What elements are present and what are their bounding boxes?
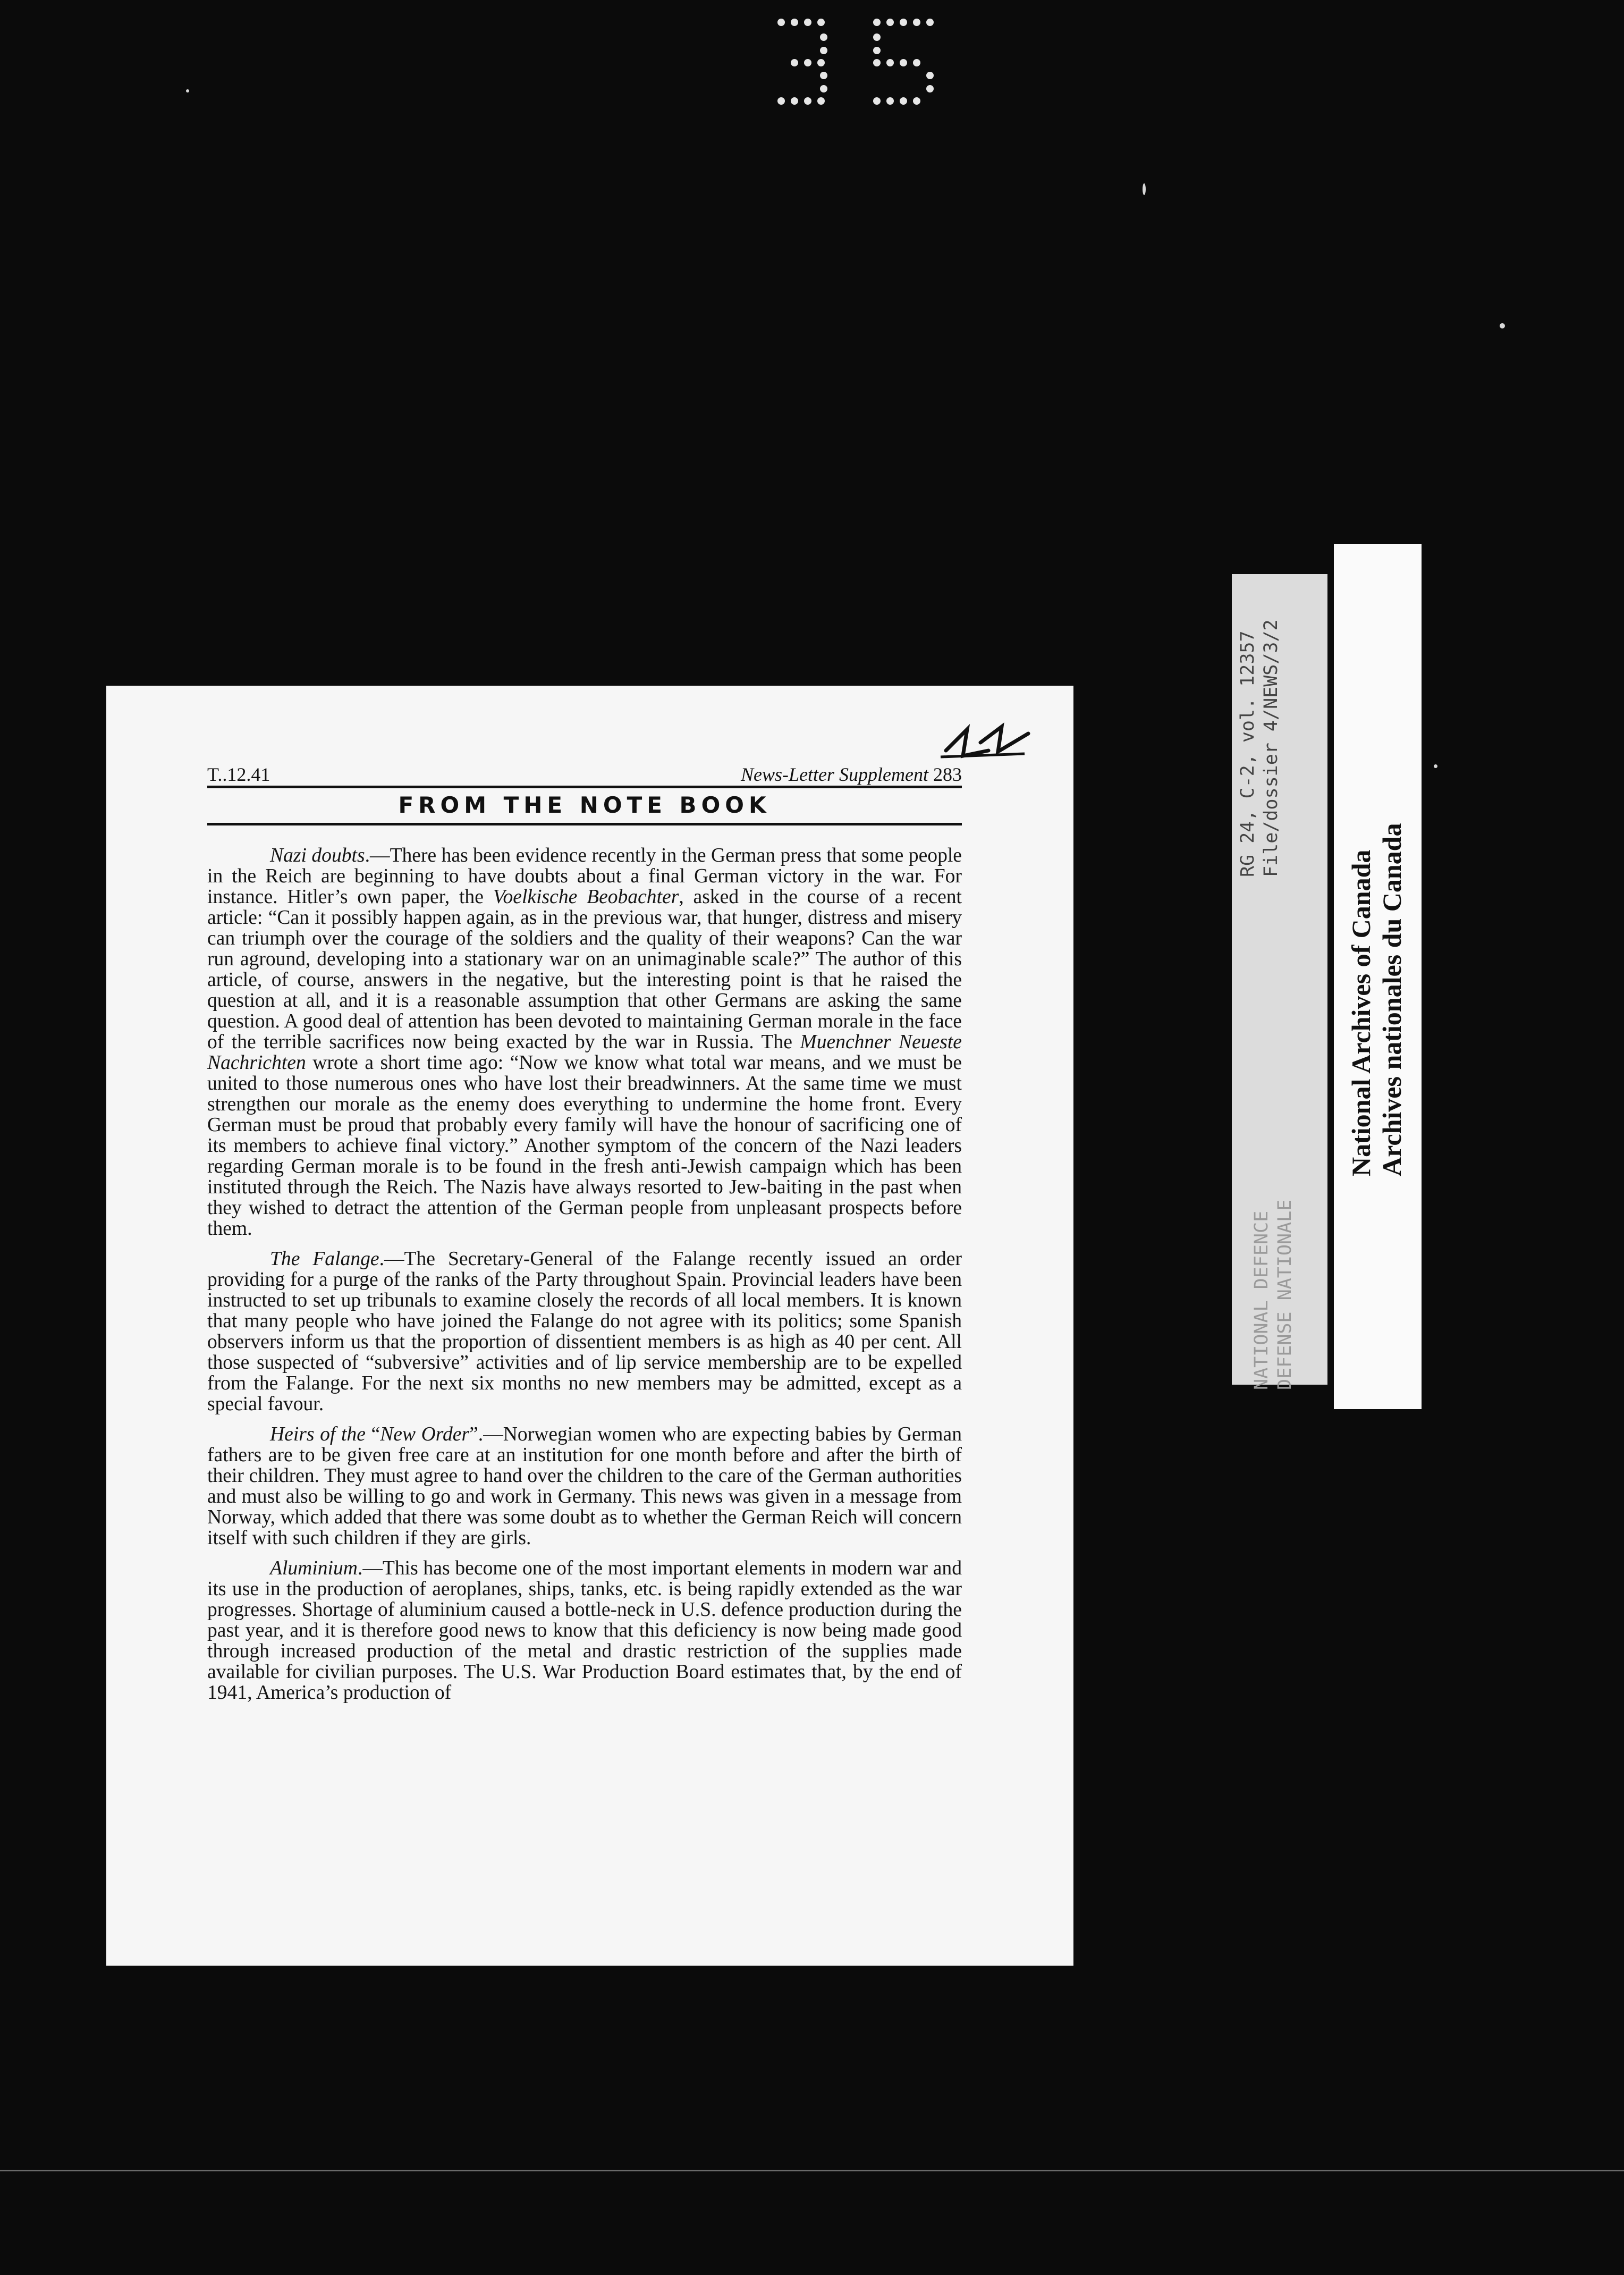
reference-line: RG 24, C-2, vol. 12357: [1237, 630, 1258, 877]
paragraph-text: “: [371, 1423, 380, 1445]
article-paragraph: [207, 1558, 962, 1703]
archive-label: [1346, 645, 1420, 1176]
paragraph-text: .—The Secretary-General of the Falange recently issued an order providing for a purge of the ranks of the Party throughout Spain. Provincial leaders have been instructed to set up tribunals to examine closely the records of all local members. It is known that many people who have joined the Falange do not agree with its politics; some Spanish observers inform us that the proportion of dissentient members is as high as 40 per cent. All those suspected of “subversive” activities and of lip service membership are to be expelled from the Falange. For the next six months no new members may be admitted, except as a special favour.: [207, 1248, 962, 1415]
film-speck: [1434, 764, 1437, 768]
header-publication: [741, 763, 962, 786]
italic-text: The Falange: [270, 1248, 379, 1270]
italic-text: Heirs of the: [270, 1423, 371, 1445]
paragraph-text: .—There has been evidence recently in the German press that some people in the Reich are beginning to have doubts about a final German victory in the war. For instance. Hitler’s own paper, the: [207, 845, 962, 908]
film-speck: [186, 89, 189, 92]
header-date: T..12.41: [207, 764, 270, 785]
archive-label-english: National Archives of Canada: [1346, 849, 1376, 1176]
paragraph-text: wrote a short time ago: “Now we know what total war means, and we must be united to those numerous ones who have lost their breadwinners. At the same time we must strengthen our morale as the enemy does everything to undermine the home front. Every German must be proud that probably every family will have the honour of sacrificing one of its members to achieve final victory.” Another symptom of the concern of the Nazi leaders regarding German morale is to be found in the fresh anti-Jewish campaign which has been instituted through the Reich. The Nazis have always resorted to Jew-baiting in the past when they wished to detract the attention of the German people from unpleasant prospects before them.: [207, 1052, 962, 1240]
page-header: [207, 759, 962, 786]
film-speck: [1500, 323, 1505, 328]
department-line: NATIONAL DEFENCE: [1251, 1210, 1272, 1390]
frame-number-icon: [771, 16, 941, 106]
article-paragraph: [207, 845, 962, 1239]
archive-label-strip: [1334, 544, 1422, 1409]
department-stamp: [1250, 858, 1303, 1390]
article-body: [207, 845, 962, 1713]
paragraph-text: , asked in the course of a recent article: “Can it possibly happen again, as in the previous war, that hunger, distress and misery can triumph over the courage of the soldiers and the quality of their weapons? Can the war run aground, developing into a stationary war on an unimaginable scale?” The author of this article, of course, answers in the negative, but the interesting point is that he raised the question at all, and it is a reasonable assumption that other Germans are asking the same question. A good deal of attention has been devoted to maintaining German morale in the face of the terrible sacrifices now being exacted by the war in Russia. The: [207, 886, 962, 1053]
archive-reference-strip: [1232, 574, 1327, 1390]
article-paragraph: [207, 1424, 962, 1548]
archive-label-french: Archives nationales du Canada: [1377, 823, 1407, 1176]
document-page: [106, 686, 1073, 1966]
italic-text: Nazi doubts: [270, 845, 365, 866]
italic-text: Aluminium: [270, 1557, 358, 1579]
archive-reference: [1236, 229, 1310, 877]
italic-text: Muenchner Neueste Nachrichten: [207, 1031, 962, 1074]
article-paragraph: [207, 1249, 962, 1414]
film-speck: [1143, 183, 1146, 195]
reference-line: File/dossier 4/NEWS/3/2: [1261, 619, 1282, 877]
department-line: DEFENSE NATIONALE: [1274, 1199, 1296, 1390]
title-rule: [207, 823, 962, 825]
publication-name: News-Letter Supplement: [741, 764, 928, 785]
film-edge-line: [0, 2170, 1624, 2171]
paragraph-text: .—This has become one of the most important elements in modern war and its use in the production of aeroplanes, ships, tanks, etc. is being rapidly extended as the war progresses. Shortage of aluminium caused a bottle-neck in U.S. defence production during the past year, and it is therefore good news to know that this deficiency is now being made good through increased production of the metal and drastic restriction of the supplies made available for civilian purposes. The U.S. War Production Board estimates that, by the end of 1941, America’s production of: [207, 1557, 962, 1704]
italic-text: Voelkische Beobachter: [493, 886, 679, 908]
header-rule: [207, 786, 962, 788]
italic-text: New Order: [380, 1423, 470, 1445]
section-title: FROM THE NOTE BOOK: [398, 792, 771, 818]
paragraph-text: ”.—Norwegian women who are expecting babies by German fathers are to be given free care at an institution for one month before and after the birth of their children. They must agree to hand over the children to the care of the German authorities and must also be willing to go and work in Germany. This news was given in a message from Norway, which added that there was some doubt as to whether the German Reich will concern itself with such children if they are girls.: [207, 1423, 962, 1549]
page-number: 283: [933, 764, 962, 785]
